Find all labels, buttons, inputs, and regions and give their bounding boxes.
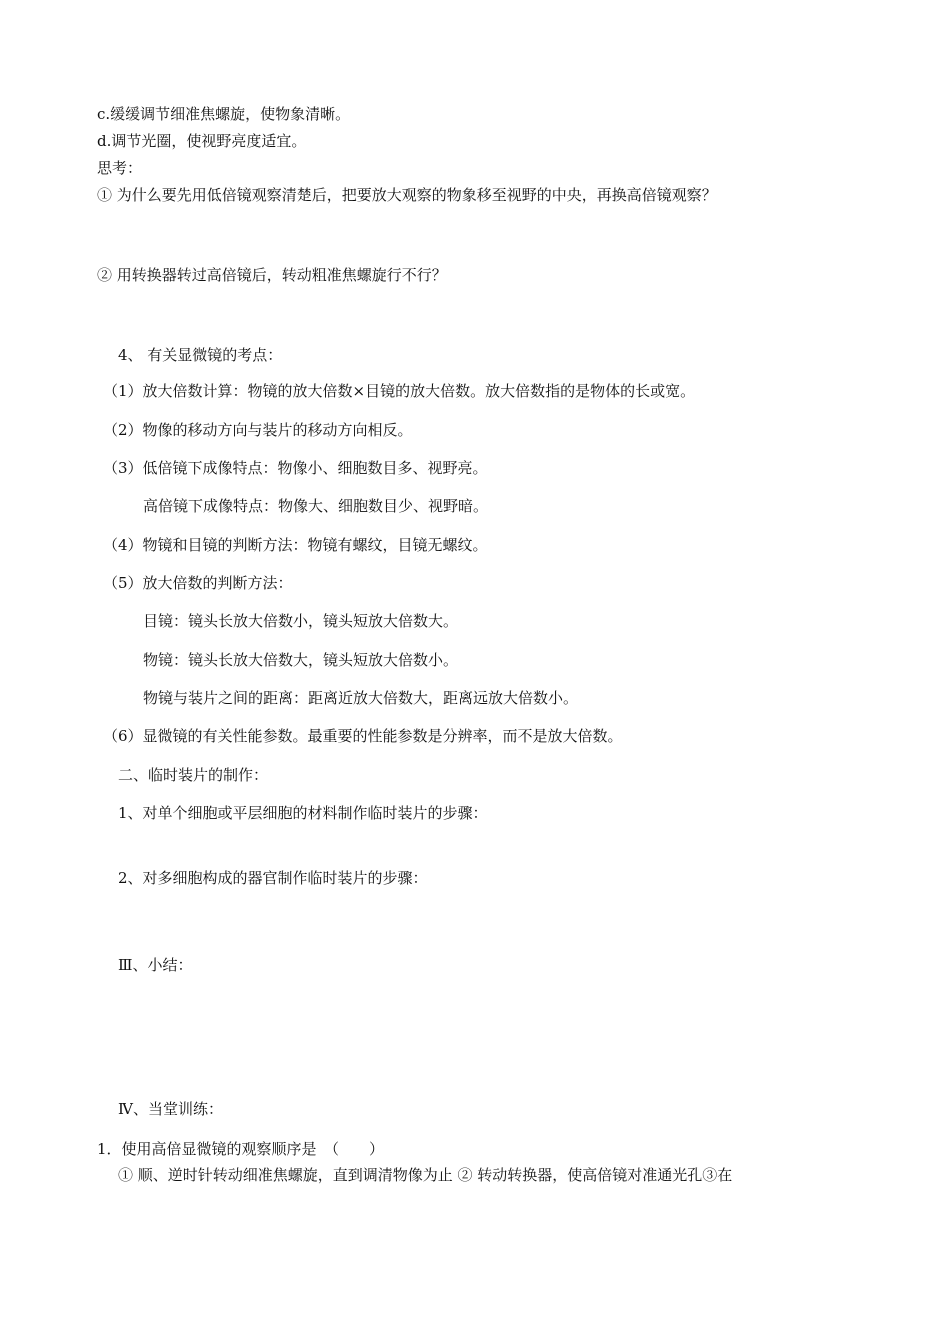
question-line: ② 用转换器转过高倍镜后，转动粗准焦螺旋行不行？	[97, 266, 447, 284]
text-line: 2、对多细胞构成的器官制作临时装片的步骤：	[118, 869, 428, 887]
text-line: （1）放大倍数计算：物镜的放大倍数×目镜的放大倍数。放大倍数指的是物体的长或宽。	[103, 382, 696, 400]
exercise-question: 1．使用高倍显微镜的观察顺序是 （ ）	[97, 1140, 385, 1158]
section-heading: Ⅳ、当堂训练：	[118, 1100, 223, 1118]
text-line: （6）显微镜的有关性能参数。最重要的性能参数是分辨率，而不是放大倍数。	[103, 727, 623, 745]
question-line: ① 为什么要先用低倍镜观察清楚后，把要放大观察的物象移至视野的中央，再换高倍镜观察？	[97, 186, 717, 204]
text-line: （2）物像的移动方向与装片的移动方向相反。	[103, 421, 413, 439]
text-line: 目镜：镜头长放大倍数小，镜头短放大倍数大。	[143, 612, 459, 630]
text-line: d.调节光圈，使视野亮度适宜。	[97, 132, 307, 150]
section-heading: Ⅲ、小结：	[118, 956, 193, 974]
text-line: c.缓缓调节细准焦螺旋，使物象清晰。	[97, 105, 351, 123]
text-line: 高倍镜下成像特点：物像大、细胞数目少、视野暗。	[143, 497, 489, 515]
text-line: （3）低倍镜下成像特点：物像小、细胞数目多、视野亮。	[103, 459, 488, 477]
section-heading: 4、 有关显微镜的考点：	[118, 346, 283, 364]
text-line: 1、对单个细胞或平层细胞的材料制作临时装片的步骤：	[118, 804, 488, 822]
text-line: 思考：	[97, 159, 143, 177]
text-line: （4）物镜和目镜的判断方法：物镜有螺纹，目镜无螺纹。	[103, 536, 488, 554]
text-line: 物镜：镜头长放大倍数大，镜头短放大倍数小。	[143, 651, 459, 669]
section-heading: 二、临时装片的制作：	[118, 766, 269, 784]
text-line: （5）放大倍数的判断方法：	[103, 574, 293, 592]
text-line: 物镜与装片之间的距离：距离近放大倍数大，距离远放大倍数小。	[143, 689, 579, 707]
exercise-option: ① 顺、逆时针转动细准焦螺旋，直到调清物像为止 ② 转动转换器，使高倍镜对准通光孔③在	[118, 1166, 733, 1184]
